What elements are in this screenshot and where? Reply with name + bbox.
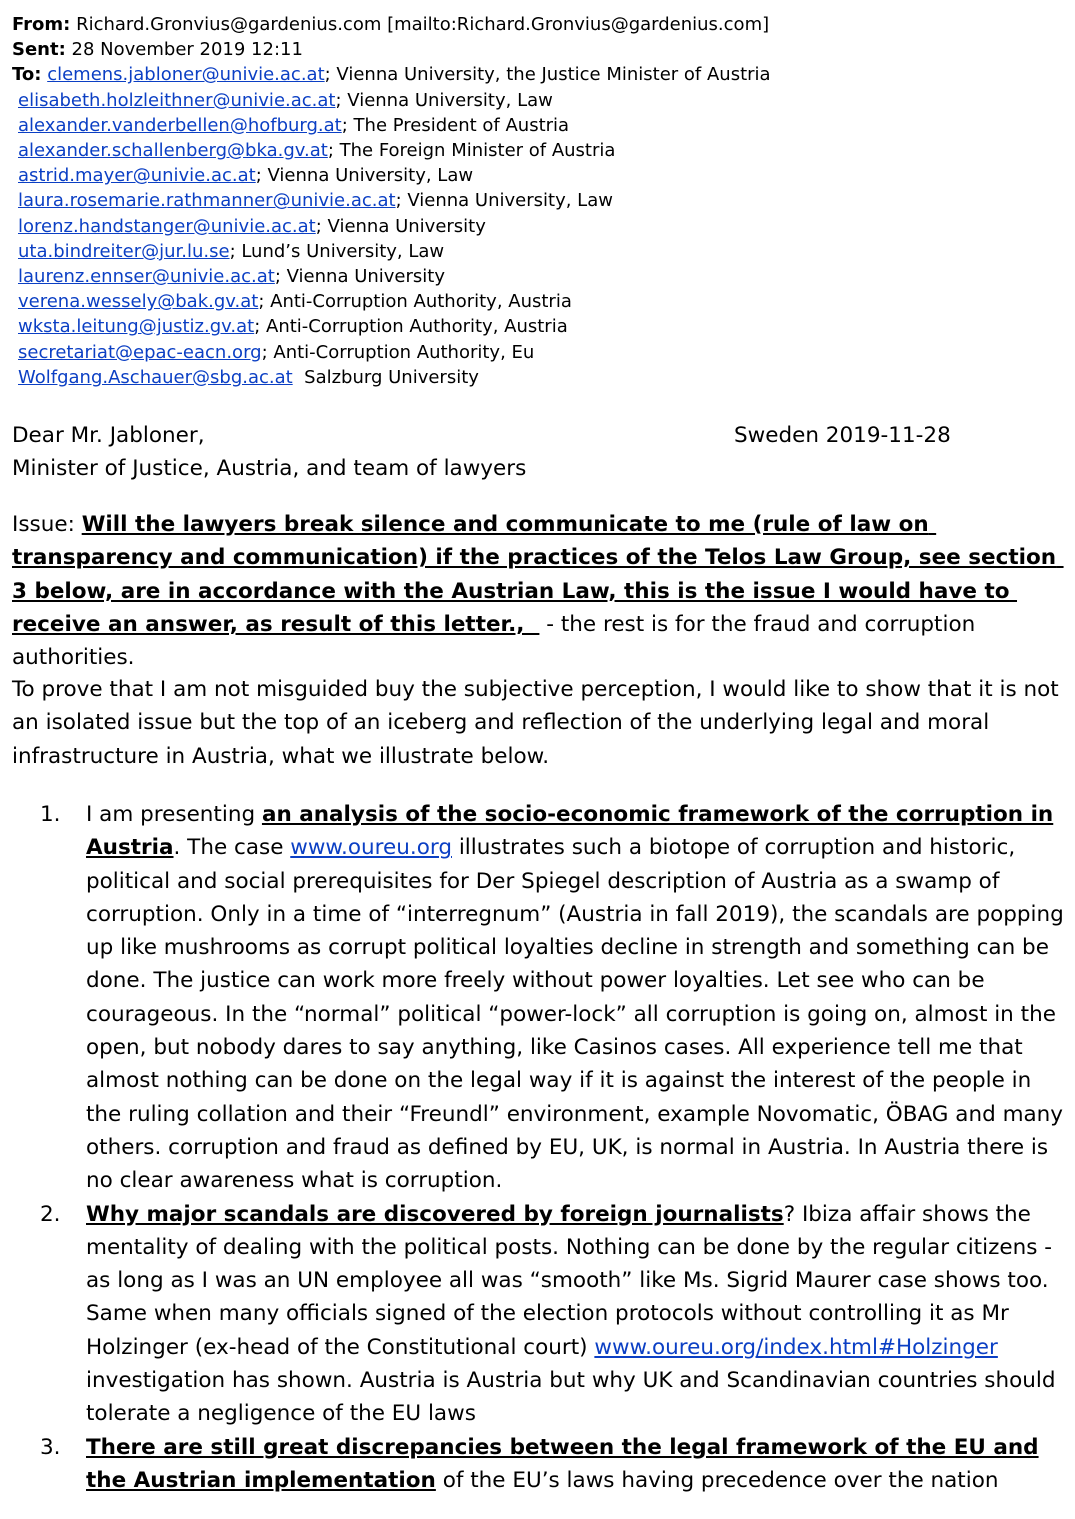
recipient-desc: ; Lund’s University, Law [229,240,445,262]
recipient-email[interactable]: clemens.jabloner@univie.ac.at [47,64,325,86]
list-item [12,1431,1064,1498]
recipient-desc: ; The President of Austria [341,114,570,136]
salutation-block [12,419,1064,486]
recipient-row [12,163,1062,188]
list-item [12,798,1064,1198]
salutation: Dear Mr. Jabloner, [12,423,205,448]
item-number: 3. [40,1434,61,1460]
email-header [12,12,1062,390]
sent-value: 28 November 2019 12:11 [71,39,303,61]
holzinger-link[interactable]: www.oureu.org/index.html#Holzinger [594,1334,998,1360]
recipient-row [12,289,1062,314]
recipient-row [12,239,1062,264]
item-text: I am presenting [86,802,262,827]
recipient-desc: ; Vienna University, Law [335,89,553,111]
recipient-email[interactable]: lorenz.handstanger@univie.ac.at [18,215,316,237]
item-heading: Why major scandals are discovered by foreign journalists [86,1201,784,1227]
place-date: Sweden 2019-11-28 [734,423,951,448]
from-label: From: [12,14,71,35]
from-value: Richard.Gronvius@gardenius.com [mailto:Richard.Gronvius@gardenius.com] [76,14,770,35]
to-label: To: [12,64,42,86]
recipient-email[interactable]: secretariat@epac-eacn.org [18,341,262,363]
item-heading: There are still great discrepancies between the legal framework of the EU and the Austrian implementation [86,1434,1039,1493]
recipient-row [12,62,1062,87]
item-text: . The case [173,835,291,861]
sent-label: Sent: [12,39,66,61]
recipient-row [12,365,1062,390]
oureu-link[interactable]: www.oureu.org [290,835,452,861]
from-line [12,12,1062,37]
recipient-row [12,214,1062,239]
item-heading: an analysis of the socio-economic framework of the corruption in Austria [86,802,1054,861]
item-text: of the EU’s laws having precedence over the nation [435,1467,999,1493]
recipient-desc: Salzburg University [292,366,479,388]
recipient-row [12,113,1062,138]
recipient-row [12,88,1062,113]
issue-paragraph [12,508,1064,674]
issue-label: Issue: [12,512,82,537]
recipient-email[interactable]: verena.wessely@bak.gv.at [18,291,259,313]
recipient-email[interactable]: uta.bindreiter@jur.lu.se [18,240,230,262]
recipient-desc: ; The Foreign Minister of Austria [327,140,616,162]
recipient-email[interactable]: elisabeth.holzleithner@univie.ac.at [18,89,336,111]
recipient-desc: ; Vienna University [315,215,486,237]
recipient-row [12,314,1062,339]
item-number: 2. [40,1201,61,1227]
recipient-desc: ; Vienna University [274,266,445,288]
recipient-email[interactable]: alexander.vanderbellen@hofburg.at [18,114,342,136]
recipient-row [12,188,1062,213]
recipient-desc: ; Anti-Corruption Authority, Austria [254,316,568,338]
recipient-email[interactable]: Wolfgang.Aschauer@sbg.ac.at [18,366,293,388]
recipient-row [12,340,1062,365]
recipient-email[interactable]: laurenz.ennser@univie.ac.at [18,266,275,288]
item-text: illustrates such a biotope of corruption and historic, political and social prerequisites for Der Spiegel description of Austria as a swamp of corruption. Only in a time of “interregnum” (Austria in fall 2019), the scandals are popping up like mushrooms as corrupt political loyalties decline in strength and something can be done. The justice can work more freely without power loyalties. Let see who can be courageous. In the “normal” political “power-lock” all corruption is going on, almost in the open, but nobody dares to say anything, like Casinos cases. All experience tell me that almost nothing can be done on the legal way if it is against the interest of the people in the ruling collation and their “Freundl” environment, example Novomatic, ÖBAG and many others. corruption and fraud as defined by EU, UK, is normal in Austria. In Austria there is no clear awareness what is corruption. [86,835,1064,1194]
recipient-row [12,264,1062,289]
recipient-desc: ; Vienna University, Law [395,190,613,212]
item-text: investigation has shown. Austria is Austria but why UK and Scandinavian countries should tolerate a negligence of the EU laws [86,1368,1056,1427]
item-number: 1. [40,802,61,827]
recipient-desc: ; Anti-Corruption Authority, Eu [261,341,535,363]
recipient-email[interactable]: alexander.schallenberg@bka.gv.at [18,140,328,162]
issue-question: Will the lawyers break silence and communicate to me (rule of law on transparency and communication) if the practices of the Telos Law Group, see section 3 below, are in accordance with the Austrian Law, this is the issue I would have to receive an answer, as result of this letter., [12,512,1064,637]
issue-rest: - the rest is for the fraud and corruption authorities. [12,611,976,671]
list-item [12,1198,1064,1431]
recipient-email[interactable]: laura.rosemarie.rathmanner@univie.ac.at [18,190,396,212]
sent-line [12,37,1062,62]
item-text: ? Ibiza affair shows the mentality of dealing with the political posts. Nothing can be done by the regular citizens - as long as I was an UN employee all was “smooth” like Ms. Sigrid Maurer case shows too. Same when many officials signed of the election protocols without controlling it as Mr Holzinger (ex-head of the Constitutional court) [86,1201,1052,1360]
recipient-email[interactable]: wksta.leitung@justiz.gv.at [18,316,255,338]
recipient-desc: ; Vienna University, the Justice Minister of Austria [324,64,771,86]
recipient-desc: ; Anti-Corruption Authority, Austria [258,291,572,313]
numbered-list [12,798,1064,1497]
recipient-email[interactable]: astrid.mayer@univie.ac.at [18,165,256,187]
addressee-subtitle: Minister of Justice, Austria, and team of lawyers [12,456,527,482]
recipient-row [12,138,1062,163]
recipient-desc: ; Vienna University, Law [255,165,474,187]
intro-paragraph: To prove that I am not misguided buy the subjective perception, I would like to show that it is not an isolated issue but the top of an iceberg and reflection of the underlying legal and moral infrastructure in Austria, what we illustrate below. [12,677,1059,769]
